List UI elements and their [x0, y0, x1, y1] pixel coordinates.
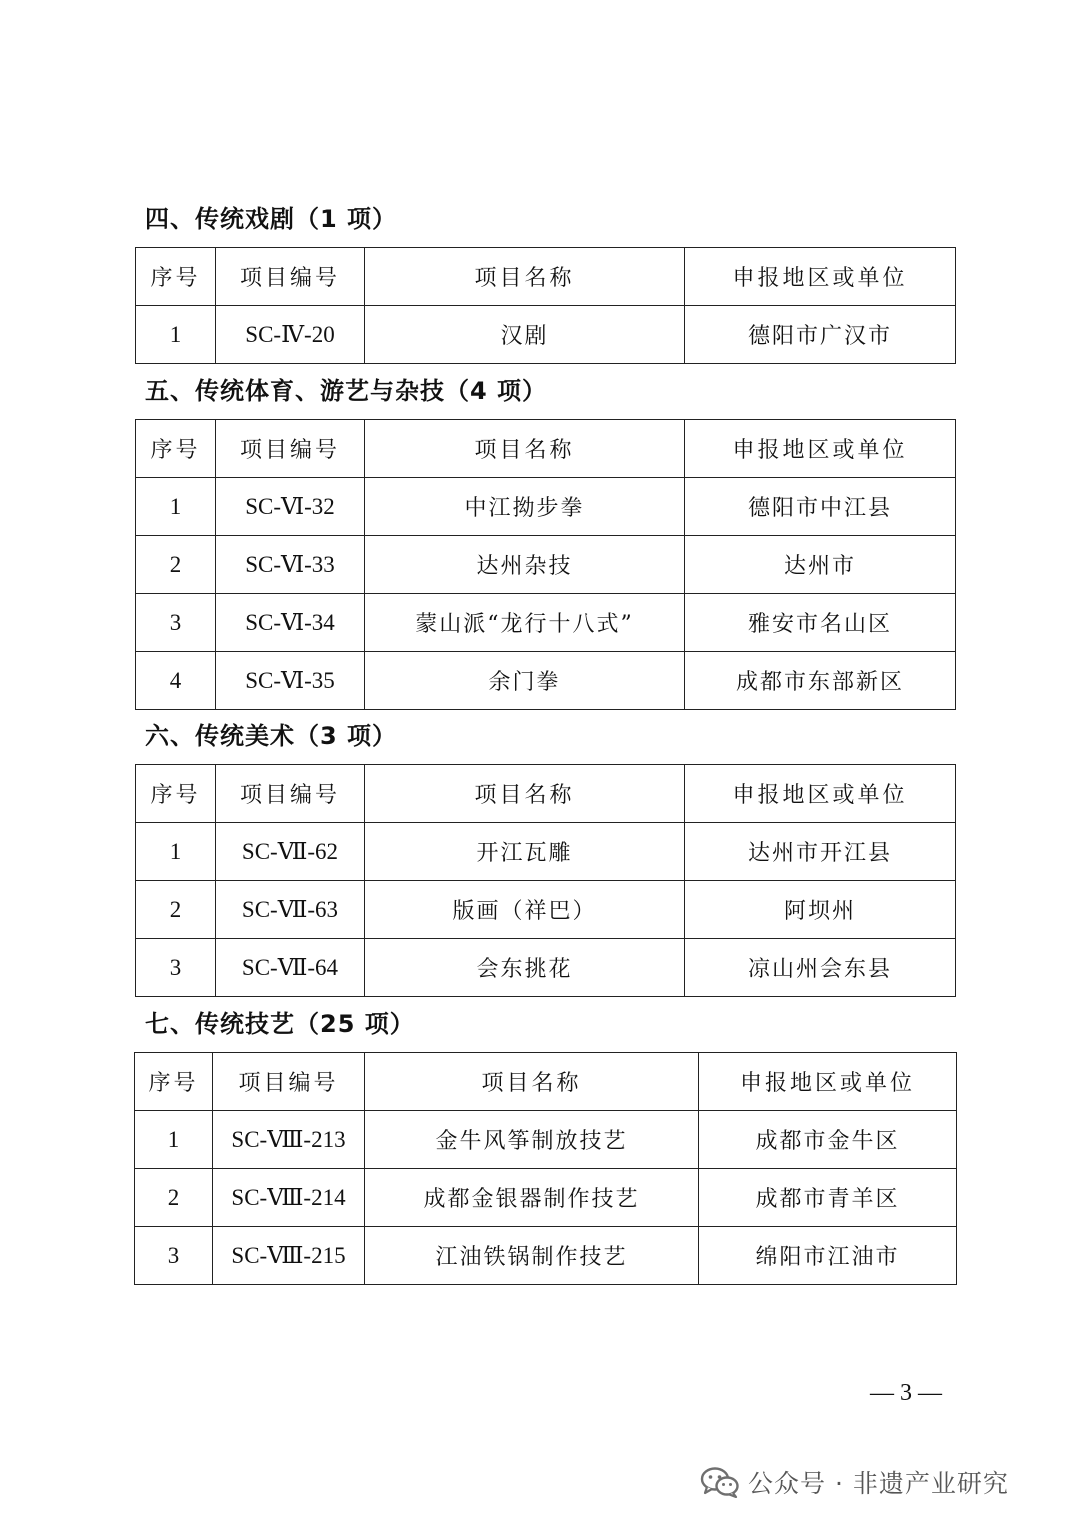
header-project-name: 项目名称: [365, 420, 685, 478]
table-row: [136, 652, 956, 710]
table-traditional-sports: [135, 419, 956, 710]
table-row: [135, 1169, 957, 1227]
cell-region: 达州市开江县: [685, 823, 956, 881]
cell-project-code: SC-Ⅷ-214: [213, 1169, 365, 1227]
cell-project-name: 中江拗步拳: [365, 478, 685, 536]
cell-project-name: 金牛风筝制放技艺: [365, 1111, 699, 1169]
cell-project-name: 蒙山派“龙行十八式”: [365, 594, 685, 652]
header-project-name: 项目名称: [365, 1053, 699, 1111]
table-row: [135, 1227, 957, 1285]
cell-region: 阿坝州: [685, 881, 956, 939]
cell-region: 成都市青羊区: [699, 1169, 957, 1227]
cell-region: 绵阳市江油市: [699, 1227, 957, 1285]
cell-index: 1: [136, 478, 216, 536]
section-heading-traditional-drama: 四、传统戏剧（1 项）: [145, 205, 398, 233]
table-header-row: [135, 1053, 957, 1111]
cell-index: 1: [136, 823, 216, 881]
cell-region: 德阳市广汉市: [685, 306, 956, 364]
cell-index: 3: [136, 594, 216, 652]
cell-project-name: 江油铁锅制作技艺: [365, 1227, 699, 1285]
table-row: [136, 536, 956, 594]
cell-region: 德阳市中江县: [685, 478, 956, 536]
cell-index: 2: [136, 881, 216, 939]
header-index: 序号: [136, 248, 216, 306]
cell-index: 1: [136, 306, 216, 364]
header-project-name: 项目名称: [365, 248, 685, 306]
cell-index: 1: [135, 1111, 213, 1169]
header-project-code: 项目编号: [216, 248, 365, 306]
cell-project-name: 达州杂技: [365, 536, 685, 594]
header-index: 序号: [136, 420, 216, 478]
cell-project-name: 成都金银器制作技艺: [365, 1169, 699, 1227]
section-heading-traditional-sports: 五、传统体育、游艺与杂技（4 项）: [145, 377, 548, 405]
cell-project-code: SC-Ⅷ-213: [213, 1111, 365, 1169]
cell-project-name: 版画（祥巴）: [365, 881, 685, 939]
header-project-code: 项目编号: [213, 1053, 365, 1111]
table-traditional-art: [135, 764, 956, 997]
table-row: [135, 1111, 957, 1169]
table-traditional-craft: [134, 1052, 957, 1285]
cell-region: 雅安市名山区: [685, 594, 956, 652]
table-row: [136, 881, 956, 939]
header-region: 申报地区或单位: [685, 765, 956, 823]
cell-index: 4: [136, 652, 216, 710]
cell-project-name: 余门拳: [365, 652, 685, 710]
cell-project-name: 开江瓦雕: [365, 823, 685, 881]
cell-region: 达州市: [685, 536, 956, 594]
header-index: 序号: [135, 1053, 213, 1111]
cell-region: 成都市东部新区: [685, 652, 956, 710]
page-number: — 3 —: [870, 1380, 942, 1406]
cell-project-code: SC-Ⅳ-20: [216, 306, 365, 364]
section-heading-traditional-craft: 七、传统技艺（25 项）: [145, 1010, 415, 1038]
cell-region: 凉山州会东县: [685, 939, 956, 997]
header-project-name: 项目名称: [365, 765, 685, 823]
watermark: [700, 1462, 1009, 1502]
cell-project-name: 汉剧: [365, 306, 685, 364]
wechat-icon: [700, 1466, 740, 1498]
header-project-code: 项目编号: [216, 420, 365, 478]
table-traditional-drama: [135, 247, 956, 364]
table-header-row: [136, 248, 956, 306]
table-row: [136, 823, 956, 881]
cell-project-code: SC-Ⅷ-215: [213, 1227, 365, 1285]
table-row: [136, 594, 956, 652]
cell-project-code: SC-Ⅶ-63: [216, 881, 365, 939]
table-row: [136, 939, 956, 997]
table-row: [136, 478, 956, 536]
cell-project-code: SC-Ⅶ-64: [216, 939, 365, 997]
table-header-row: [136, 765, 956, 823]
cell-project-code: SC-Ⅵ-35: [216, 652, 365, 710]
watermark-text: 公众号 · 非遗产业研究: [748, 1469, 1009, 1498]
cell-index: 3: [136, 939, 216, 997]
header-region: 申报地区或单位: [685, 248, 956, 306]
cell-project-code: SC-Ⅵ-32: [216, 478, 365, 536]
header-region: 申报地区或单位: [699, 1053, 957, 1111]
header-project-code: 项目编号: [216, 765, 365, 823]
cell-index: 2: [135, 1169, 213, 1227]
header-region: 申报地区或单位: [685, 420, 956, 478]
header-index: 序号: [136, 765, 216, 823]
cell-index: 3: [135, 1227, 213, 1285]
section-heading-traditional-art: 六、传统美术（3 项）: [145, 722, 398, 750]
table-row: [136, 306, 956, 364]
table-header-row: [136, 420, 956, 478]
cell-project-code: SC-Ⅵ-34: [216, 594, 365, 652]
cell-project-code: SC-Ⅶ-62: [216, 823, 365, 881]
cell-project-name: 会东挑花: [365, 939, 685, 997]
cell-region: 成都市金牛区: [699, 1111, 957, 1169]
cell-index: 2: [136, 536, 216, 594]
cell-project-code: SC-Ⅵ-33: [216, 536, 365, 594]
